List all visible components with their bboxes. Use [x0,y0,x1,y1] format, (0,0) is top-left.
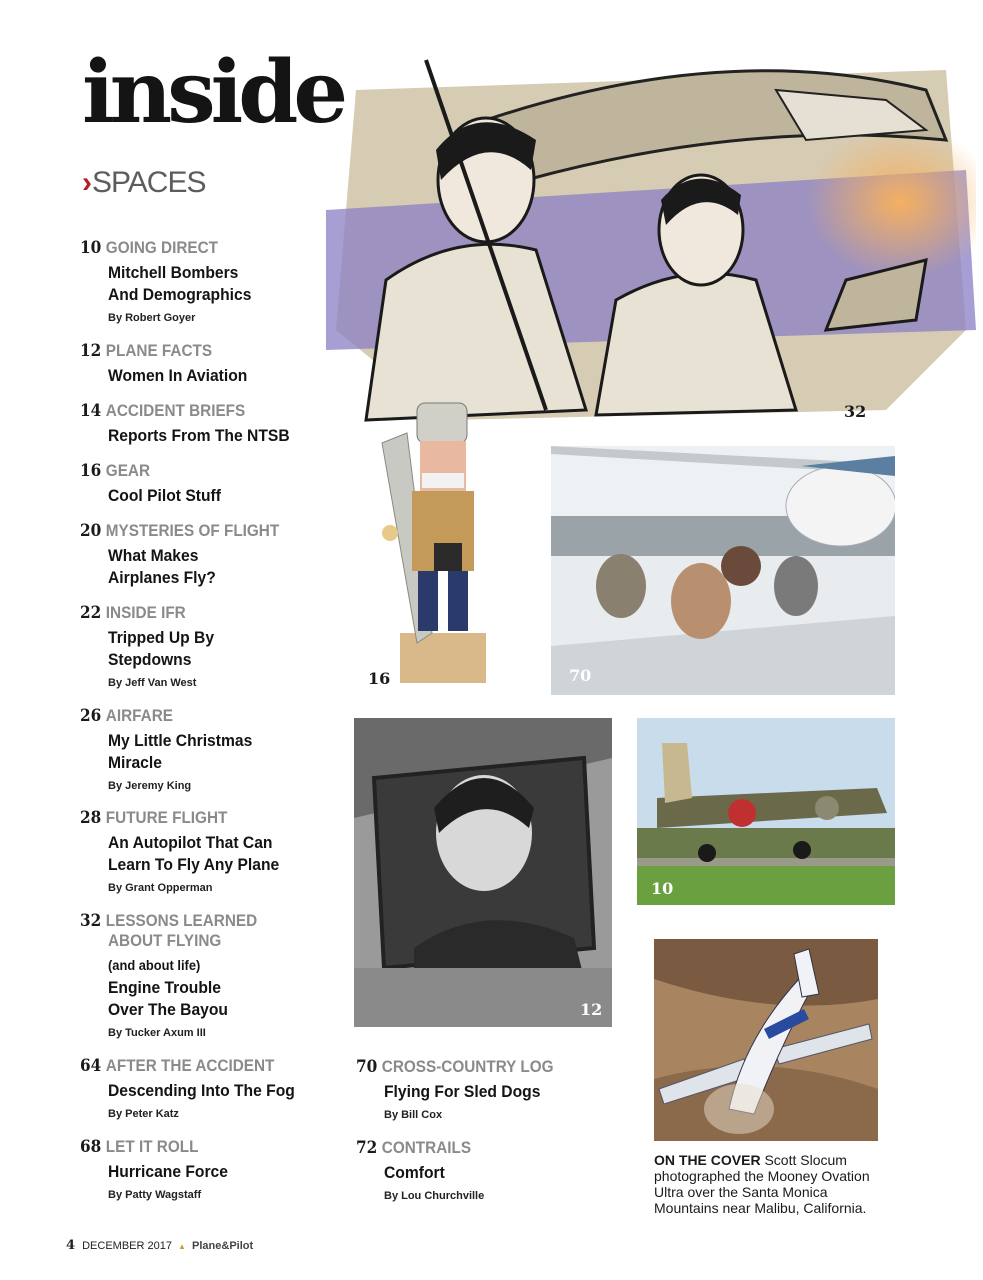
entry-title: Over The Bayou [108,1000,228,1019]
entry-title: Hurricane Force [108,1162,228,1181]
entry-subtitle: (and about life) [108,957,201,973]
entry-department: MYSTERIES OF FLIGHT [105,521,280,540]
toc-entry[interactable] [80,603,320,689]
section-label-text: SPACES [92,166,206,199]
toc-entry[interactable] [80,706,320,792]
entry-page-number: 64 [80,1056,102,1076]
entry-department: PLANE FACTS [105,341,213,360]
entry-page-number: 22 [80,603,102,623]
cover-caption-text: Scott Slocum photographed the Mooney Ovation Ultra over the Santa Monica Mountains near Malibu, California. [654,1152,870,1216]
cover-caption [654,1152,884,1216]
entry-byline: By Jeremy King [108,780,192,792]
page-title: inside [82,42,344,143]
entry-department: LESSONS LEARNED [105,911,258,930]
entry-byline: By Robert Goyer [108,312,196,324]
toc-entry[interactable] [80,461,320,507]
entry-title: Flying For Sled Dogs [384,1082,541,1101]
toc-entry[interactable] [80,521,320,589]
toc-entry[interactable] [356,1138,596,1202]
entry-page-number: 20 [80,521,102,541]
entry-department: GEAR [105,461,151,480]
issue-date: DECEMBER 2017 [82,1240,172,1252]
entry-department: FUTURE FLIGHT [105,808,228,827]
section-label [82,166,206,200]
entry-department: AFTER THE ACCIDENT [105,1056,275,1075]
woman-pilot-art [354,718,612,1027]
photo-page-number: 16 [368,669,391,688]
entry-byline: By Jeff Van West [108,677,197,689]
entry-title: An Autopilot That Can [108,833,273,852]
cockpit-illustration[interactable] [326,30,976,430]
entry-title: Tripped Up By [108,628,215,647]
entry-title: My Little Christmas [108,731,253,750]
entry-department: CROSS-COUNTRY LOG [381,1057,554,1076]
entry-byline: By Bill Cox [384,1109,443,1121]
entry-page-number: 16 [80,461,102,481]
entry-department: GOING DIRECT [105,238,219,257]
toc-entry[interactable] [80,808,320,894]
entry-page-number: 68 [80,1137,102,1157]
triangle-icon: ▲ [178,1242,186,1251]
entry-title: Stepdowns [108,650,192,669]
entry-page-number: 32 [80,911,102,931]
nutcracker-photo[interactable] [362,393,512,688]
entry-title: Reports From The NTSB [108,426,290,445]
entry-byline: By Lou Churchville [384,1190,485,1202]
entry-page-number: 26 [80,706,102,726]
toc-entry[interactable] [80,238,320,324]
entry-title: Engine Trouble [108,978,221,997]
toc-entry[interactable] [80,341,320,387]
toc-entry[interactable] [80,1056,320,1120]
entry-page-number: 72 [356,1138,378,1158]
chevron-right-icon: › [82,166,91,199]
magazine-brand: Plane&Pilot [192,1240,254,1252]
entry-byline: By Peter Katz [108,1108,179,1120]
woman-pilot-photo[interactable] [354,718,612,1027]
cover-photo[interactable] [654,939,878,1141]
entry-page-number: 28 [80,808,102,828]
entry-title: Women In Aviation [108,366,248,385]
sled-dogs-art [551,446,895,695]
toc-entry[interactable] [356,1057,596,1121]
entry-department: ACCIDENT BRIEFS [105,401,246,420]
entry-department: INSIDE IFR [105,603,186,622]
entry-title: What Makes [108,546,199,565]
entry-department: LET IT ROLL [105,1137,199,1156]
entry-byline: By Patty Wagstaff [108,1189,202,1201]
page-footer [66,1238,253,1253]
entry-title: Miracle [108,753,162,772]
bomber-photo[interactable] [637,718,895,905]
entry-page-number: 10 [80,238,102,258]
photo-page-number: 10 [651,879,674,898]
entry-title: Learn To Fly Any Plane [108,855,280,874]
entry-page-number: 14 [80,401,102,421]
nutcracker-art [362,393,512,688]
entry-byline: By Grant Opperman [108,882,213,894]
entry-page-number: 12 [80,341,102,361]
cover-caption-lead: ON THE COVER [654,1152,761,1168]
cover-art [654,939,878,1141]
toc-entry[interactable] [80,1137,320,1201]
photo-page-number: 32 [844,402,867,421]
entry-page-number: 70 [356,1057,378,1077]
toc-entry[interactable] [80,911,320,1039]
entry-department: CONTRAILS [381,1138,472,1157]
entry-title: Mitchell Bombers [108,263,239,282]
entry-title: Airplanes Fly? [108,568,216,587]
entry-title: Descending Into The Fog [108,1081,295,1100]
entry-title: And Demographics [108,285,252,304]
entry-department: ABOUT FLYING [108,931,222,950]
toc-entry[interactable] [80,401,320,447]
photo-page-number: 12 [580,1000,603,1019]
entry-byline: By Tucker Axum III [108,1027,206,1039]
page-number: 4 [66,1238,76,1253]
cockpit-illustration-art [326,30,976,430]
entry-department: AIRFARE [105,706,173,725]
entry-title: Cool Pilot Stuff [108,486,221,505]
bomber-art [637,718,895,905]
entry-title: Comfort [384,1163,445,1182]
photo-page-number: 70 [569,666,592,685]
sled-dogs-photo[interactable] [551,446,895,695]
